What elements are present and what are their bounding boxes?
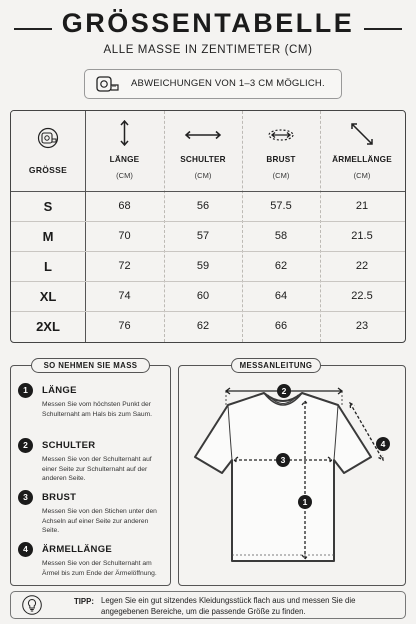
title-row bbox=[0, 8, 416, 40]
table-row bbox=[11, 311, 404, 341]
marker-2 bbox=[277, 384, 291, 398]
page-subtitle: ALLE MASSE IN ZENTIMETER (CM) bbox=[103, 44, 313, 56]
marker-3 bbox=[276, 453, 290, 467]
value-laenge: 76 bbox=[118, 320, 131, 332]
value-aermellaenge: 21.5 bbox=[351, 230, 373, 242]
value-laenge: 74 bbox=[118, 290, 131, 302]
value-brust: 62 bbox=[274, 260, 288, 272]
marker-3-label: 3 bbox=[280, 455, 286, 465]
step-description: Messen Sie vom höchsten Punkt der Schulternaht am Hals bis zum Saum. bbox=[42, 401, 153, 418]
column-name: SCHULTER bbox=[180, 155, 226, 164]
size-header-label: GRÖSSE bbox=[28, 165, 68, 175]
value-schulter: 60 bbox=[196, 290, 210, 302]
column-header-aermellaenge bbox=[320, 111, 404, 191]
tape-measure-icon bbox=[95, 74, 119, 95]
value-brust: 57.5 bbox=[270, 200, 292, 212]
tape-measure-icon bbox=[37, 127, 59, 149]
step-number: 2 bbox=[18, 438, 33, 453]
table-row bbox=[11, 191, 404, 221]
diagonal-arrow-icon bbox=[320, 119, 404, 147]
value-schulter: 56 bbox=[196, 200, 210, 212]
column-header-schulter bbox=[164, 111, 242, 191]
tip-text: Legen Sie ein gut sitzendes Kleidungsstück flach aus und messen Sie die angegebenen Bereiche, um die passende Größe zu finden. bbox=[101, 596, 356, 616]
value-brust: 58 bbox=[274, 230, 288, 242]
value-aermellaenge: 23 bbox=[355, 320, 369, 332]
column-header-laenge bbox=[85, 111, 164, 191]
value-laenge: 72 bbox=[118, 260, 131, 272]
tip-box bbox=[10, 591, 406, 619]
step-description: Messen Sie von den Stichen unter den Achseln auf einer Seite zur anderen Seite. bbox=[42, 508, 157, 534]
lightbulb-icon bbox=[22, 595, 42, 615]
size-table bbox=[10, 110, 406, 343]
marker-4 bbox=[376, 437, 390, 451]
value-laenge: 70 bbox=[118, 230, 131, 242]
step-title: BRUST bbox=[42, 492, 77, 503]
size-label: 2XL bbox=[36, 319, 60, 334]
title-rule-right bbox=[364, 28, 402, 30]
step-description: Messen Sie von der Schulternaht am Ärmel bis zum Ende der Ärmelöffnung. bbox=[42, 560, 157, 577]
deviation-text: ABWEICHUNGEN VON 1–3 CM MÖGLICH. bbox=[131, 78, 325, 89]
value-schulter: 57 bbox=[196, 230, 210, 242]
marker-4-label: 4 bbox=[380, 439, 386, 449]
step-description: Messen Sie von der Schulternaht auf einer Seite zur Schulternaht auf der anderen Seite. bbox=[42, 456, 152, 482]
size-label: L bbox=[44, 259, 52, 274]
table-row bbox=[11, 281, 404, 311]
step-title: ÄRMELLÄNGE bbox=[42, 544, 113, 555]
column-name: BRUST bbox=[266, 155, 296, 164]
step-number: 4 bbox=[18, 542, 33, 557]
step-title: LÄNGE bbox=[42, 385, 77, 396]
size-label: S bbox=[43, 199, 53, 214]
how-to-measure-title: SO NEHMEN SIE MASS bbox=[31, 358, 150, 373]
value-laenge: 68 bbox=[118, 200, 131, 212]
value-schulter: 59 bbox=[196, 260, 210, 272]
value-aermellaenge: 21 bbox=[355, 200, 369, 212]
value-brust: 66 bbox=[274, 320, 288, 332]
page-title: GRÖSSENTABELLE bbox=[61, 8, 355, 38]
deviation-note bbox=[84, 69, 342, 99]
marker-1 bbox=[298, 495, 312, 509]
horizontal-arrow-icon bbox=[164, 119, 242, 147]
value-brust: 64 bbox=[274, 290, 288, 302]
column-name: LÄNGE bbox=[109, 155, 140, 164]
tshirt-outline bbox=[195, 393, 371, 561]
chest-circumference-icon bbox=[242, 119, 320, 147]
measuring-guide-title: MESSANLEITUNG bbox=[231, 358, 321, 373]
tip-label: TIPP: bbox=[74, 597, 94, 606]
step-title: SCHULTER bbox=[42, 440, 96, 451]
column-name: ÄRMELLÄNGE bbox=[332, 155, 392, 164]
table-row bbox=[11, 251, 404, 281]
table-row bbox=[11, 221, 404, 251]
column-unit: (CM) bbox=[353, 171, 371, 180]
column-unit: (CM) bbox=[116, 171, 133, 180]
vertical-arrow-icon bbox=[85, 119, 164, 147]
column-unit: (CM) bbox=[272, 171, 290, 180]
size-label: XL bbox=[39, 289, 57, 304]
step-number: 1 bbox=[18, 383, 33, 398]
column-header-brust bbox=[242, 111, 320, 191]
marker-2-label: 2 bbox=[281, 386, 287, 396]
value-aermellaenge: 22.5 bbox=[351, 290, 373, 302]
column-unit: (CM) bbox=[194, 171, 212, 180]
step-number: 3 bbox=[18, 490, 33, 505]
tshirt-diagram bbox=[178, 365, 406, 586]
value-schulter: 62 bbox=[196, 320, 210, 332]
marker-1-label: 1 bbox=[302, 497, 308, 507]
value-aermellaenge: 22 bbox=[355, 260, 369, 272]
size-label: M bbox=[42, 229, 54, 244]
